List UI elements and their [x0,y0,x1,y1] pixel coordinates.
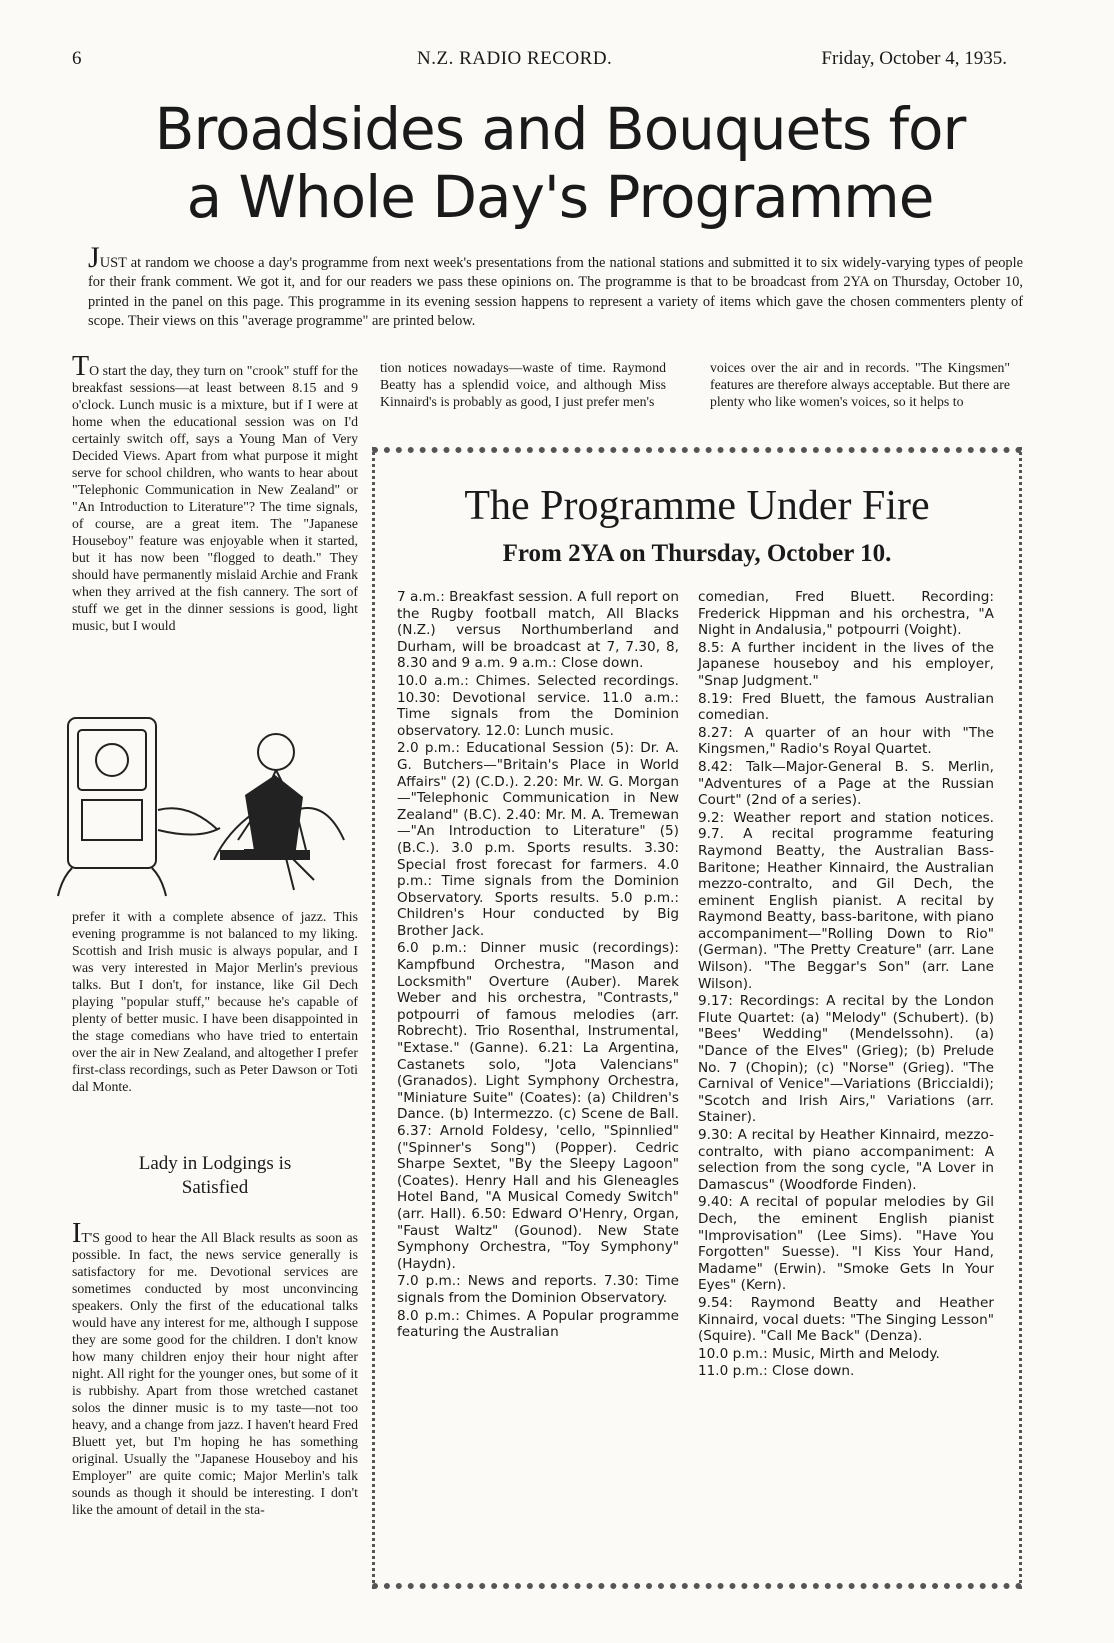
programme-item: 8.0 p.m.: Chimes. A Popular programme featuring the Australian [397,1307,679,1341]
programme-item: 7 a.m.: Breakfast session. A full report on the Rugby football match, All Blacks (N.Z.) versus Northumberland and Durham, will be broadcast at 7, 7.30, 8, 8.30 and 9 a.m. 9 a.m.: Close down. [397,589,679,672]
col1-top-text: O start the day, they turn on "crook" stuff for the breakfast sessions—at least between 8.15 and 9 o'clock. Lunch music is a mixture, but if I were at home when the educational session was on I'd certainly switch off, says a Young Man of Very Decided Views. Apart from what purpose it might serve for school children, who wants to hear about "Telephonic Communication in New Zealand" or "An Introduction to Literature"? The time signals, of course, are a great item. The "Japanese Houseboy" feature was enjoyable when it started, but it has now been "flogged to death." They should have permanently mislaid Archie and Frank when they arrived at the fish cannery. The sort of stuff we get in the dinner sessions is good, light music, but I would [72,363,358,633]
headline-line-2: a Whole Day's Programme [186,163,934,231]
article-column-1-middle [72,908,358,1095]
article-column-1-top [72,351,358,634]
col1-dropcap: T [72,351,90,382]
programme-item: 6.0 p.m.: Dinner music (recordings): Kampfbund Orchestra, "Mason and Locksmith" Overture (Auber). Marek Weber and his orchestra, "Contrasts," potpourri of famous melodies (arr. Robrecht). Trio Rosenthal, Instrumental, "Extase." (Ganne). 6.21: La Argentina, Castanets solo, "Jota Valencians" (Granados). Light Symphony Orchestra, "Miniature Suite" (Coates): (a) Children's Dance. (b) Intermezzo. (c) Scene de Ball. 6.37: Arnold Foldesy, 'cello, "Spinnlied" ("Spinner's Song") (Popper). Cedric Sharpe Sextet, "By the Sleepy Lagoon" (Coates). Henry Hall and his Gleneagles Hotel Band, "A Musical Comedy Switch" (arr. Hall). 6.50: Edward O'Henry, Organ, "Faust Waltz" (Gounod). New State Symphony Orchestra, "Toy Symphony" (Haydn). [397,940,679,1272]
article-column-2-top [380,359,666,410]
programme-item: 8.19: Fred Bluett, the famous Australian comedian. [698,690,994,724]
intro-paragraph [88,241,1023,332]
panel-subtitle: From 2YA on Thursday, October 10. [502,540,892,567]
col1-bottom-dropcap: I [72,1218,82,1249]
programme-item: 7.0 p.m.: News and reports. 7.30: Time signals from the Dominion Observatory. [397,1273,679,1306]
programme-item: 11.0 p.m.: Close down. [698,1363,855,1380]
programme-item: 9.54: Raymond Beatty and Heather Kinnaird, vocal duets: "The Singing Lesson" (Squire). "Call Me Back" (Denza). [698,1294,994,1345]
programme-item: 8.5: A further incident in the lives of the Japanese houseboy and his employer, "Snap Judgment." [698,639,994,689]
article-column-3-top [710,359,1010,410]
page-header [72,48,1007,74]
programme-item: 9.2: Weather report and station notices. 9.7. A recital programme featuring Raymond Beatty, the Australian Bass-Baritone; Heather Kinnaird, the Australian mezzo-contralto, and Gil Dech, the eminent English pianist. A recital by Raymond Beatty, bass-baritone, with piano accompaniment—"Rolling Down to Rio" (German). "The Pretty Creature" (arr. Lane Wilson). "The Beggar's Son" (arr. Lane Wilson). [698,809,994,992]
col1-mid-text: prefer it with a complete absence of jazz. This evening programme is not balanced to my liking. Scottish and Irish music is always popular, and I was very interested in Major Merlin's previous talks. But I don't, for instance, like Gil Dech playing "popular stuff," because he's capable of plenty of better music. I have been disappointed in the stage comedians who have tried to entertain over the air in New Zealand, and altogether I prefer first-class recordings, such as Peter Dawson or Toti dal Monte. [72,909,358,1094]
subhead-lady-in-lodgings [72,1152,358,1200]
headline-line-1: Broadsides and Bouquets for [154,95,966,163]
programme-item: 2.0 p.m.: Educational Session (5): Dr. A. G. Butchers—"Britain's Place in World Affairs" (2) (C.D.). 2.20: Mr. W. G. Morgan—"Telephonic Communication in New Zealand" (B.C). 2.40: Mr. M. A. Tremewan—"An Introduction to Literature" (5) (B.C.). 3.0 p.m. Sports results. 3.30: Special frost forecast for farmers. 4.0 p.m.: Time signals from the Dominion Observatory. Sports results. 5.0 p.m.: Children's Hour conducted by Big Brother Jack. [397,740,679,939]
programme-item: 8.27: A quarter of an hour with "The Kingsmen," Radio's Royal Quartet. [698,724,994,758]
subhead-line-2: Satisfied [181,1177,249,1198]
masthead: N.Z. RADIO RECORD. [417,48,613,69]
headline [60,95,1060,231]
panel-left-column [397,589,679,1342]
article-column-1-bottom [72,1218,358,1518]
intro-dropcap: J [88,241,100,274]
page-number: 6 [72,48,82,69]
radio-listener-illustration [40,700,370,900]
issue-date: Friday, October 4, 1935. [821,48,1007,69]
programme-item: 9.30: A recital by Heather Kinnaird, mezzo-contralto, with piano accompaniment: A selection from the song cycle, "A Lover in Damascus" (Woodforde Finden). [698,1127,994,1193]
col2-top-text: tion notices nowadays—waste of time. Raymond Beatty has a splendid voice, and although Miss Kinnaird's is probably as good, I just prefer men's [380,360,666,409]
programme-panel [372,447,1022,1589]
col1-bottom-text: T'S good to hear the All Black results as soon as possible. In fact, the news service generally is satisfactory for me. Devotional services are sometimes conducted by most unconvincing speakers. Only the first of the educational talks would have any interest for me, although I suppose they are some good for the children. I don't know how many children enjoy their hour night after night. All right for the younger ones, but some of it is rubbishy. Apart from those wretched castanet solos the dinner music is to my taste—not too heavy, and a change from jazz. I haven't heard Fred Bluett yet, but I'm hoping he has something original. Usually the "Japanese Houseboy and his Employer" are quite comic; Major Merlin's talk sounds as though it should be interesting. I don't like the amount of detail in the sta- [72,1230,358,1517]
programme-item: comedian, Fred Bluett. Recording: Frederick Hippman and his orchestra, "A Night in Andalusia," potpourri (Voight). [698,589,994,639]
intro-text: UST at random we choose a day's programme from next week's presentations from the national stations and submitted it to six widely-varying types of people for their frank comment. We got it, and for our readers we pass these opinions on. The programme is that to be broadcast from 2YA on Thursday, October 10, printed in the panel on this page. This programme in its evening session happens to represent a variety of items which gave the chosen commenters plenty of scope. Their views on this "average programme" are printed below. [88,255,1023,330]
subhead-line-1: Lady in Lodgings is [138,1153,292,1174]
programme-item: 9.40: A recital of popular melodies by Gil Dech, the eminent English pianist "Improvisation" (Lee Sims). "Have You Forgotten" Suesse). "I Kiss Your Hand, Madame" (Erwin). "Smoke Gets In Your Eyes" (Kern). [698,1194,994,1294]
programme-item: 8.42: Talk—Major-General B. S. Merlin, "Adventures of a Page at the Russian Court" (2nd of a series). [698,758,994,809]
programme-item: 10.0 p.m.: Music, Mirth and Melody. [698,1345,940,1362]
panel-right-column [698,589,994,1381]
col3-top-text: voices over the air and in records. "The Kingsmen" features are therefore always acceptable. But there are plenty who like women's voices, so it helps to [710,360,1010,409]
programme-item: 9.17: Recordings: A recital by the London Flute Quartet: (a) "Melody" (Schubert). (b) "Bees' Wedding" (Mendelssohn). (a) "Dance of the Elves" (Grieg); (b) Prelude No. 7 (Chopin); (c) "Norse" (Grieg). "The Carnival of Venice"—Variations (Briccialdi); "Scotch and Irish Airs," Variations (arr. Stainer). [698,993,994,1126]
panel-title: The Programme Under Fire [464,483,930,529]
programme-item: 10.0 a.m.: Chimes. Selected recordings. 10.30: Devotional service. 11.0 a.m.: Time signals from the Dominion observatory. 12.0: Lunch music. [397,672,679,739]
